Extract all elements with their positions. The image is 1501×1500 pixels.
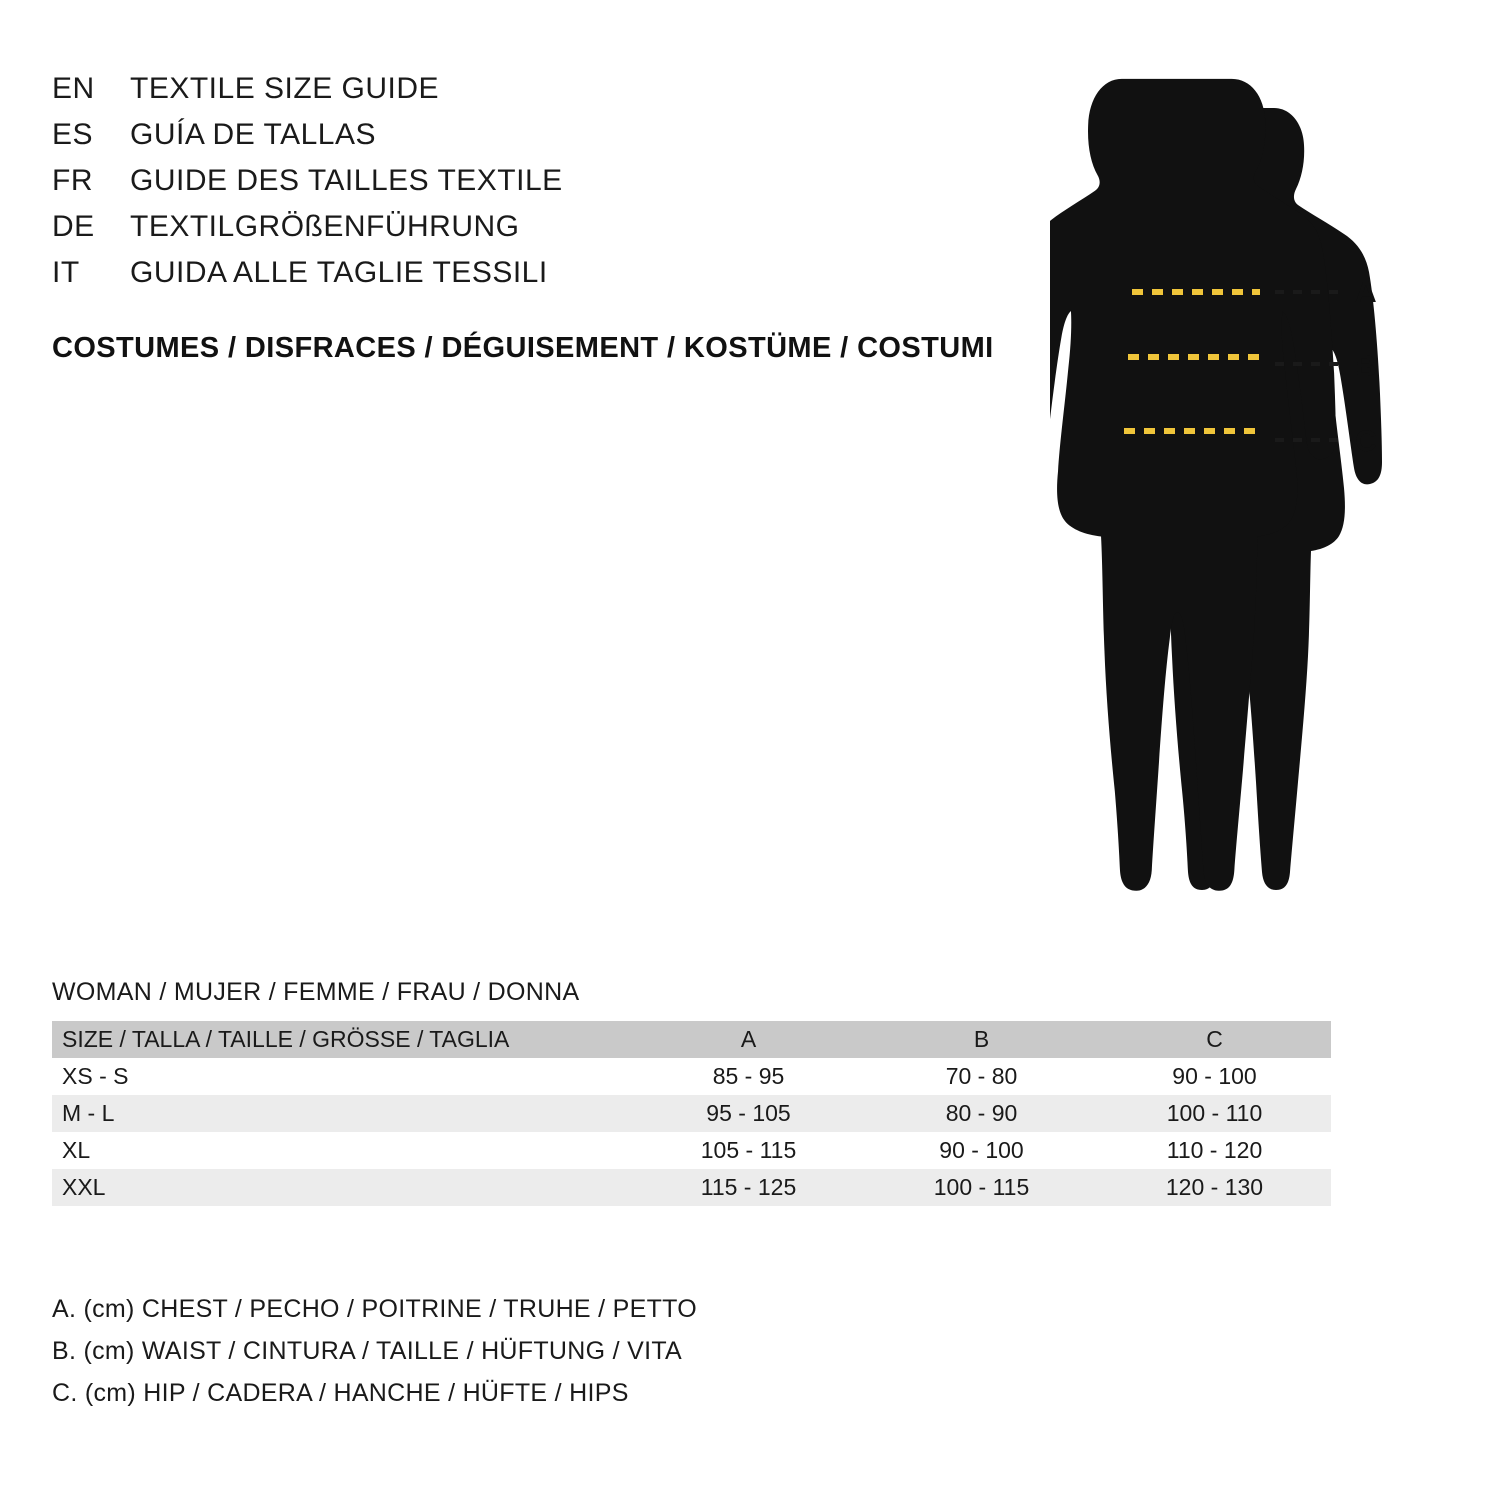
language-row [52,210,1032,256]
table-header-row [52,1021,1331,1058]
language-code: IT [52,256,80,289]
language-code: EN [52,72,95,105]
language-code: DE [52,210,95,243]
language-code: FR [52,164,93,197]
measurement-figure [1050,60,1470,940]
cell-hip: 90 - 100 [1172,1063,1257,1089]
cell-waist: 100 - 115 [933,1174,1030,1200]
cell-size: XL [62,1137,91,1163]
size-table [52,1021,1331,1206]
language-title: TEXTILGRÖßENFÜHRUNG [130,210,520,243]
section-title: COSTUMES / DISFRACES / DÉGUISEMENT / KOSTÜME / COSTUMI [52,332,994,364]
note-chest: A. (cm) CHEST / PECHO / POITRINE / TRUHE / PETTO [52,1295,698,1323]
language-title: TEXTILE SIZE GUIDE [130,72,440,105]
cell-size: XS - S [62,1063,129,1089]
cell-hip: 120 - 130 [1165,1174,1264,1200]
language-title: GUIDA ALLE TAGLIE TESSILI [130,256,548,289]
note-waist: B. (cm) WAIST / CINTURA / TAILLE / HÜFTUNG / VITA [52,1337,683,1365]
measurement-notes [52,1288,1152,1414]
language-title: GUÍA DE TALLAS [130,118,376,151]
cell-chest: 85 - 95 [712,1063,785,1089]
table-row [52,1169,1331,1206]
cell-waist: 80 - 90 [945,1100,1018,1126]
table-row [52,1132,1331,1169]
language-title: GUIDE DES TAILLES TEXTILE [130,164,563,197]
note-hip: C. (cm) HIP / CADERA / HANCHE / HÜFTE / HIPS [52,1379,629,1407]
cell-waist: 90 - 100 [939,1137,1024,1163]
table-caption: WOMAN / MUJER / FEMME / FRAU / DONNA [52,978,580,1006]
cell-hip: 100 - 110 [1166,1100,1263,1126]
language-code: ES [52,118,94,151]
cell-chest: 105 - 115 [700,1137,797,1163]
cell-hip: 110 - 120 [1166,1137,1263,1163]
measure-label-b: B [1355,350,1377,383]
cell-size: M - L [62,1100,115,1126]
column-header-a: A [740,1026,757,1052]
cell-waist: 70 - 80 [945,1063,1018,1089]
cell-chest: 95 - 105 [706,1100,791,1126]
column-header-size: SIZE / TALLA / TAILLE / GRÖSSE / TAGLIA [62,1026,510,1052]
language-row [52,72,1032,118]
cell-size: XXL [62,1174,106,1200]
column-header-b: B [973,1026,990,1052]
language-list [52,72,1032,302]
language-row [52,256,1032,302]
size-table-section [52,978,1322,1206]
language-row [52,164,1032,210]
measure-label-c: C [1355,425,1377,458]
cell-chest: 115 - 125 [700,1174,797,1200]
language-row [52,118,1032,164]
column-header-c: C [1206,1026,1223,1052]
table-row [52,1095,1331,1132]
woman-silhouette-icon [1050,60,1470,940]
table-row [52,1058,1331,1095]
measure-label-a: A [1355,276,1377,309]
